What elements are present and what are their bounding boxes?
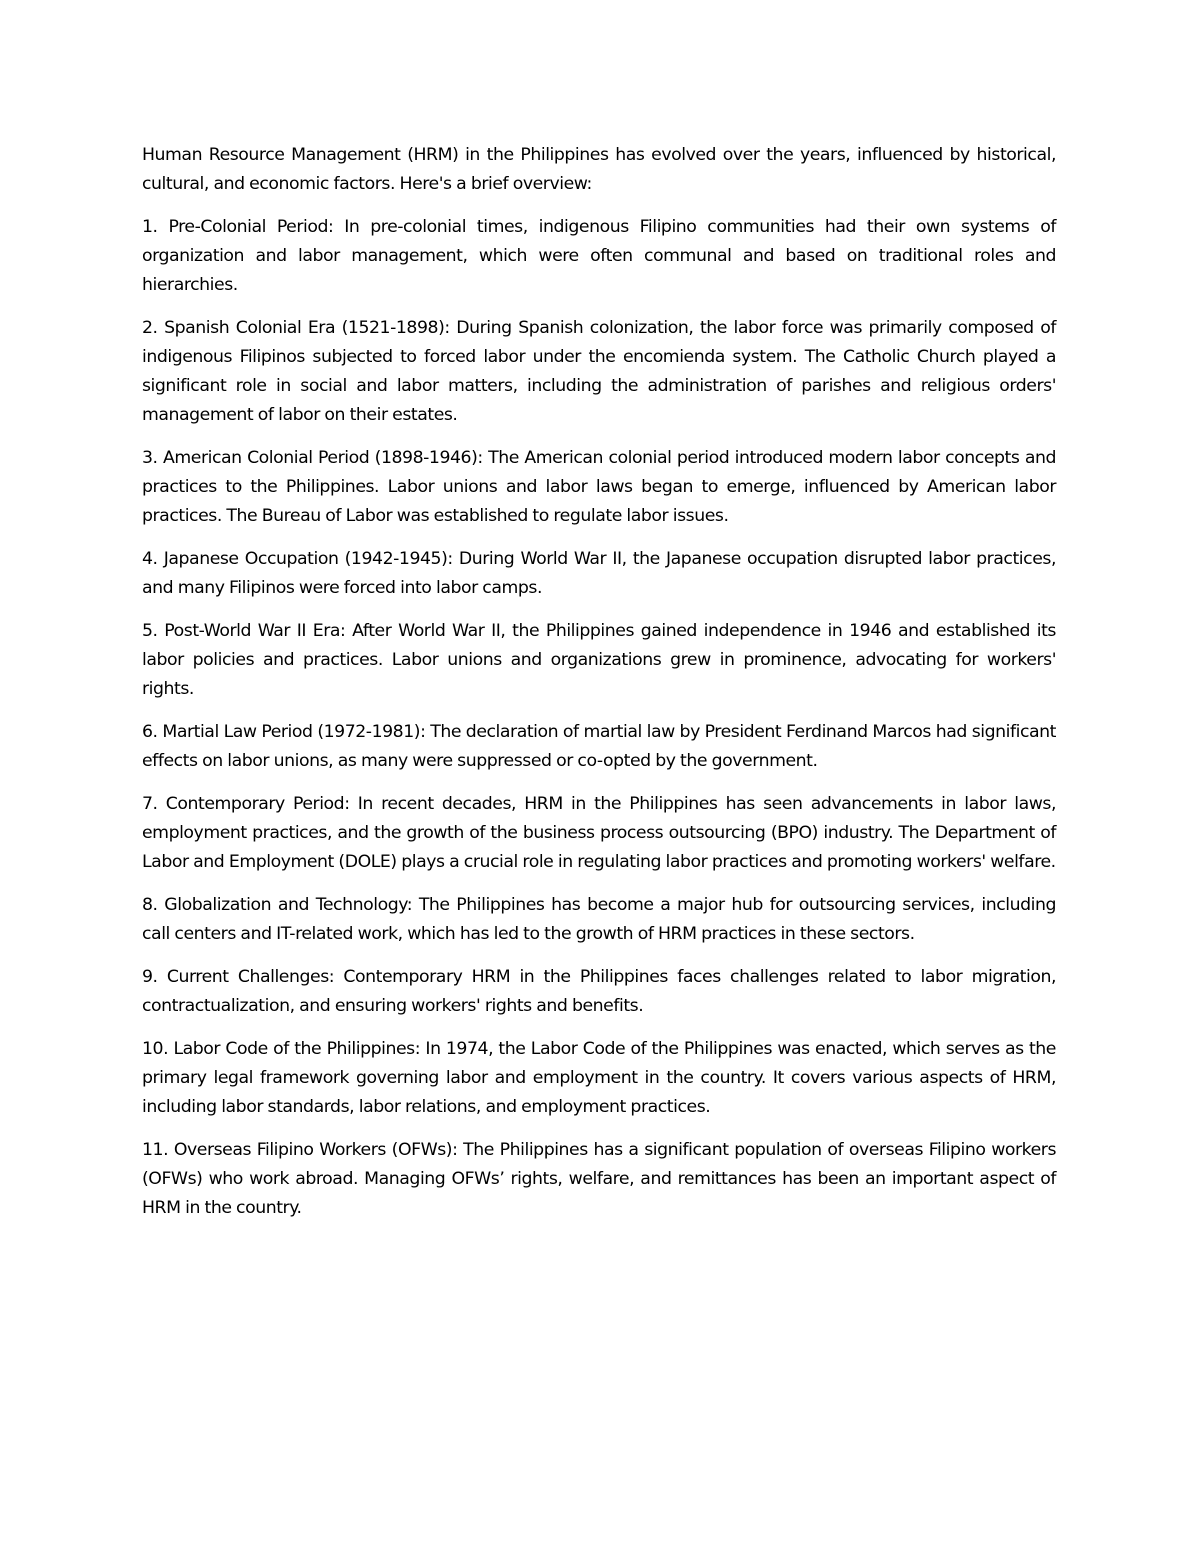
paragraph-japanese-occupation: 4. Japanese Occupation (1942-1945): During World War II, the Japanese occupation disrupted labor practices, and many Filipinos were forced into labor camps. [142, 549, 1056, 598]
paragraph-spanish-colonial: 2. Spanish Colonial Era (1521-1898): During Spanish colonization, the labor force was primarily composed of indigenous Filipinos subjected to forced labor under the encomienda system. The Catholic Church played a significant role in social and labor matters, including the administration of parishes and religious orders' management of labor on their estates. [142, 318, 1056, 425]
paragraph-american-colonial: 3. American Colonial Period (1898-1946): The American colonial period introduced modern labor concepts and practices to the Philippines. Labor unions and labor laws began to emerge, influenced by American labor practices. The Bureau of Labor was established to regulate labor issues. [142, 448, 1056, 526]
paragraph-globalization: 8. Globalization and Technology: The Philippines has become a major hub for outsourcing services, including call centers and IT-related work, which has led to the growth of HRM practices in these sectors. [142, 895, 1056, 944]
paragraph-current-challenges: 9. Current Challenges: Contemporary HRM in the Philippines faces challenges related to labor migration, contractualization, and ensuring workers' rights and benefits. [142, 967, 1056, 1016]
paragraph-post-war: 5. Post-World War II Era: After World War II, the Philippines gained independence in 1946 and established its labor policies and practices. Labor unions and organizations grew in prominence, advocating for workers' rights. [142, 621, 1056, 699]
paragraph-pre-colonial: 1. Pre-Colonial Period: In pre-colonial times, indigenous Filipino communities had their own systems of organization and labor management, which were often communal and based on traditional roles and hierarchies. [142, 217, 1056, 295]
paragraph-ofws: 11. Overseas Filipino Workers (OFWs): The Philippines has a significant population of overseas Filipino workers (OFWs) who work abroad. Managing OFWs’ rights, welfare, and remittances has been an important aspect of HRM in the country. [142, 1140, 1056, 1218]
paragraph-labor-code: 10. Labor Code of the Philippines: In 1974, the Labor Code of the Philippines was enacted, which serves as the primary legal framework governing labor and employment in the country. It covers various aspects of HRM, including labor standards, labor relations, and employment practices. [142, 1039, 1056, 1117]
paragraph-martial-law: 6. Martial Law Period (1972-1981): The declaration of martial law by President Ferdinand Marcos had significant effects on labor unions, as many were suppressed or co-opted by the government. [142, 722, 1056, 771]
intro-paragraph: Human Resource Management (HRM) in the Philippines has evolved over the years, influenced by historical, cultural, and economic factors. Here's a brief overview: [142, 145, 1056, 194]
document-body [142, 141, 1056, 1237]
paragraph-contemporary: 7. Contemporary Period: In recent decades, HRM in the Philippines has seen advancements in labor laws, employment practices, and the growth of the business process outsourcing (BPO) industry. The Department of Labor and Employment (DOLE) plays a crucial role in regulating labor practices and promoting workers' welfare. [142, 794, 1056, 872]
